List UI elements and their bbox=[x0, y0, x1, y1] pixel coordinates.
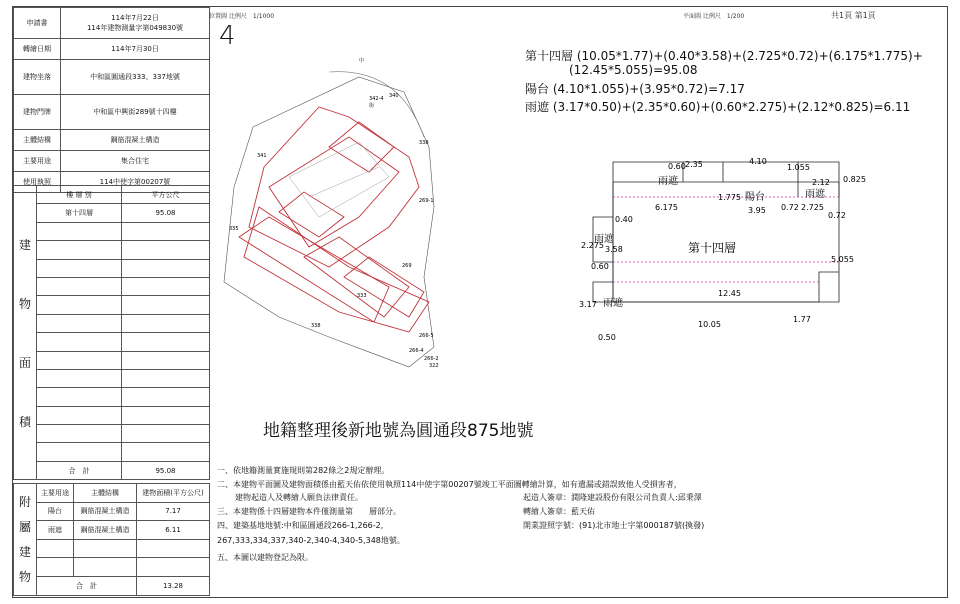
floor-area: 95.08 bbox=[122, 204, 210, 222]
note-4b: 267,333,334,337,340-2,340-4,340-5,348地號。 bbox=[217, 536, 405, 545]
dim-410: 4.10 bbox=[749, 157, 767, 166]
formula-floor: 第十四層 (10.05*1.77)+(0.40*3.58)+(2.725*0.72)+(6.175*1.775)+ bbox=[525, 49, 923, 63]
label-322: 322 bbox=[429, 363, 439, 369]
site-label: 建物坐落 bbox=[14, 60, 61, 95]
dim-072a: 0.72 bbox=[781, 203, 799, 212]
label-338b: 338 bbox=[419, 140, 429, 146]
label-2691: 269-1 bbox=[419, 198, 434, 204]
dim-317: 3.17 bbox=[579, 300, 597, 309]
annex-struct-2: 鋼筋混凝土構造 bbox=[74, 521, 137, 540]
annex-total-value: 13.28 bbox=[137, 576, 210, 595]
plan-rain-left: 雨遮 bbox=[594, 234, 614, 245]
annex-use-1: 陽台 bbox=[37, 502, 74, 521]
info-table bbox=[13, 7, 210, 193]
annex-area-2: 6.11 bbox=[137, 521, 210, 540]
annex-col-use: 主要用途 bbox=[37, 484, 74, 503]
plan-floor-label: 第十四層 bbox=[688, 241, 737, 255]
location-map bbox=[209, 47, 439, 377]
location-map-label: 位置圖 比例尺 1/1000 bbox=[209, 13, 275, 20]
dim-072b: 0.72 bbox=[828, 211, 846, 220]
annex-char-1: 附 bbox=[18, 495, 31, 510]
label-338: 338 bbox=[311, 323, 321, 329]
note-3: 三、本建物係十四層建物本件僅測量第 層部分。 bbox=[217, 507, 401, 516]
annex-struct-1: 鋼筋混凝土構造 bbox=[74, 502, 137, 521]
sign-drafter: 轉繪人簽章：藍天佑 bbox=[523, 507, 595, 516]
col-floor: 樓 層 別 bbox=[37, 186, 122, 204]
label-2662: 266-2 bbox=[424, 356, 439, 362]
dim-060b: 0.60 bbox=[591, 262, 609, 271]
label-jie: 街 bbox=[369, 103, 375, 109]
new-lot-title: 地籍整理後新地號為圓通段875地號 bbox=[263, 421, 534, 441]
dim-2275: 2.275 bbox=[581, 241, 604, 250]
dim-040: 0.40 bbox=[615, 215, 633, 224]
annex-char-2: 屬 bbox=[18, 520, 31, 535]
label-2665: 266-5 bbox=[419, 333, 434, 339]
page-count: 共1頁 第1頁 bbox=[831, 11, 876, 20]
applicant-date: 114年7月22日 bbox=[111, 14, 159, 22]
dim-0825: 0.825 bbox=[843, 175, 866, 184]
license-number: 開業證照字號：(91)北市地士字第000187號(換發) bbox=[523, 521, 705, 530]
annex-total-label: 合 計 bbox=[37, 576, 137, 595]
applicant-no: 114年建物測量字第049830號 bbox=[86, 24, 184, 32]
dim-2725: 2.725 bbox=[801, 203, 824, 212]
note-4: 四、建築基地地號:中和區圓通段266-1,266-2, bbox=[217, 521, 384, 530]
side-char-2: 物 bbox=[18, 296, 31, 311]
dim-212: 2.12 bbox=[812, 178, 830, 187]
annex-area-1: 7.17 bbox=[137, 502, 210, 521]
label-zhong: 中 bbox=[359, 58, 365, 64]
col-area: 平方公尺 bbox=[122, 186, 210, 204]
floor-total-value: 95.08 bbox=[122, 461, 210, 479]
dim-1005: 10.05 bbox=[698, 320, 721, 329]
applicant-label: 申請書 bbox=[14, 8, 61, 39]
side-char-3: 面 bbox=[18, 355, 31, 370]
structure-value: 鋼筋混凝土構造 bbox=[61, 130, 210, 151]
formula-floor-cont: (12.45*5.055)=95.08 bbox=[569, 63, 698, 77]
door-label: 建物門牌 bbox=[14, 95, 61, 130]
dim-177: 1.77 bbox=[793, 315, 811, 324]
dim-6175: 6.175 bbox=[655, 203, 678, 212]
sign-builder: 起造人簽章：潤隆建設股份有限公司負責人:邱秉澤 bbox=[523, 493, 702, 502]
label-335: 335 bbox=[229, 226, 239, 232]
floor-name: 第十四層 bbox=[37, 204, 122, 222]
transfer-label: 轉繪日期 bbox=[14, 39, 61, 60]
dim-358: 3.58 bbox=[605, 245, 623, 254]
label-341: 341 bbox=[257, 153, 267, 159]
floor-total-label: 合 計 bbox=[37, 461, 122, 479]
plan-rain-right: 雨遮 bbox=[805, 189, 825, 200]
plan-map-label: 平面圖 比例尺 1/200 bbox=[683, 13, 745, 20]
dim-1775: 1.775 bbox=[718, 193, 741, 202]
dim-1245: 12.45 bbox=[718, 289, 741, 298]
label-3424: 342-4 bbox=[369, 96, 384, 102]
formula-balcony: 陽台 (4.10*1.055)+(3.95*0.72)=7.17 bbox=[525, 82, 745, 96]
transfer-value: 114年7月30日 bbox=[61, 39, 210, 60]
label-2664: 266-4 bbox=[409, 348, 424, 354]
annex-char-4: 物 bbox=[18, 570, 31, 585]
dim-050: 0.50 bbox=[598, 333, 616, 342]
dim-060a: 0.60 bbox=[668, 162, 686, 171]
note-2b: 建物起造人及轉繪人願負法律責任。 bbox=[235, 493, 363, 502]
note-1: 一、依地籍測量實施規則第282條之2規定辦理。 bbox=[217, 466, 390, 475]
dim-235: 2.35 bbox=[685, 160, 703, 169]
plan-rain-bottom: 雨遮 bbox=[603, 298, 623, 309]
annex-table bbox=[13, 483, 210, 596]
license-label: 使用執照 bbox=[14, 172, 61, 193]
label-269: 269 bbox=[402, 263, 412, 269]
north-arrow-icon: 4 bbox=[219, 21, 236, 51]
structure-label: 主體結構 bbox=[14, 130, 61, 151]
annex-col-struct: 主體結構 bbox=[74, 484, 137, 503]
annex-col-area: 建物面積(平方公尺) bbox=[137, 484, 210, 503]
dim-395: 3.95 bbox=[748, 206, 766, 215]
document-sheet bbox=[12, 6, 948, 598]
license-value: 114中使字第00207號 bbox=[61, 172, 210, 193]
note-5: 五、本圖以建物登記為限。 bbox=[217, 553, 313, 562]
dim-1055: 1.055 bbox=[787, 163, 810, 172]
side-char-1: 建 bbox=[18, 237, 31, 252]
use-value: 集合住宅 bbox=[61, 151, 210, 172]
plan-rain-top: 雨遮 bbox=[658, 176, 678, 187]
dim-5055: 5.055 bbox=[831, 255, 854, 264]
label-340: 340 bbox=[389, 93, 399, 99]
annex-use-2: 雨遮 bbox=[37, 521, 74, 540]
annex-char-3: 建 bbox=[18, 545, 31, 560]
floor-plan bbox=[573, 152, 903, 352]
door-value: 中和區中興街289號十四樓 bbox=[61, 95, 210, 130]
plan-balcony: 陽台 bbox=[745, 192, 765, 203]
floor-area-table bbox=[13, 185, 210, 480]
formula-rain: 雨遮 (3.17*0.50)+(2.35*0.60)+(0.60*2.275)+(2.12*0.825)=6.11 bbox=[525, 100, 911, 114]
note-2: 二、本建物平面圖及建物面積係由藍天佑依使用執照114中使字第00207號竣工平面圖轉繪計算，如有遺漏或錯誤致他人受損害者， bbox=[217, 480, 682, 489]
site-value: 中和區圓通段333、337地號 bbox=[61, 60, 210, 95]
side-char-4: 積 bbox=[18, 414, 31, 429]
label-333: 333 bbox=[357, 293, 367, 299]
use-label: 主要用途 bbox=[14, 151, 61, 172]
